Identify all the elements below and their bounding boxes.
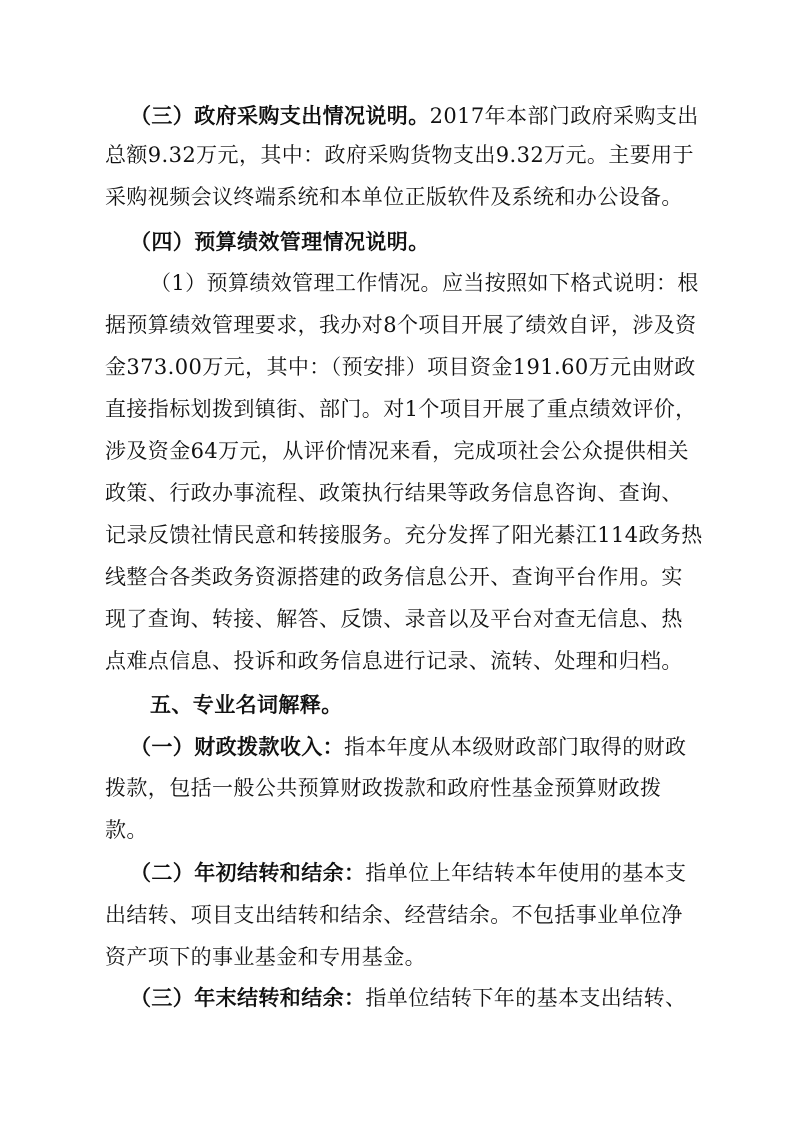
body-text: 总额9.32万元，其中：政府采购货物支出9.32万元。主要用于 [105, 143, 694, 167]
paragraph-line [105, 436, 689, 466]
paragraph-line [105, 942, 426, 972]
paragraph-line [105, 604, 683, 634]
body-text: 指单位上年结转本年使用的基本支 [365, 861, 687, 885]
paragraph-line [105, 310, 697, 340]
body-text: 金373.00万元，其中：（预安排）项目资金191.60万元由财政 [105, 355, 696, 379]
term-heading: （一）财政拨款收入： [130, 735, 344, 759]
paragraph-line [105, 900, 683, 930]
section-heading: 五、专业名词解释。 [150, 693, 343, 717]
body-text: 现了查询、转接、解答、反馈、录音以及平台对查无信息、热 [105, 607, 683, 631]
body-text: 线整合各类政务资源搭建的政务信息公开、查询平台作用。实 [105, 565, 683, 589]
paragraph-line [150, 690, 343, 720]
paragraph-line [130, 858, 686, 888]
paragraph-line [105, 646, 683, 676]
paragraph-line [130, 732, 686, 762]
body-text: 据预算绩效管理要求，我办对8个项目开展了绩效自评，涉及资 [105, 313, 697, 337]
body-text: 指本年度从本级财政部门取得的财政 [344, 735, 687, 759]
body-text: （1）预算绩效管理工作情况。应当按照如下格式说明：根 [150, 271, 699, 295]
body-text: 涉及资金64万元，从评价情况来看，完成项社会公众提供相关 [105, 439, 689, 463]
body-text: 点难点信息、投诉和政务信息进行记录、流转、处理和归档。 [105, 649, 683, 673]
paragraph-line [105, 773, 661, 803]
body-text: 记录反馈社情民意和转接服务。充分发挥了阳光綦江114政务热 [105, 523, 703, 547]
term-heading: （二）年初结转和结余： [130, 861, 366, 885]
body-text: 直接指标划拨到镇街、部门。对1个项目开展了重点绩效评价， [105, 397, 697, 421]
paragraph-line [130, 227, 430, 257]
body-text: 拨款，包括一般公共预算财政拨款和政府性基金预算财政拨 [105, 776, 662, 800]
paragraph-line [105, 562, 683, 592]
body-text: 采购视频会议终端系统和本单位正版软件及系统和办公设备。 [105, 185, 683, 209]
paragraph-line [130, 983, 686, 1013]
paragraph-line [105, 815, 148, 845]
section-heading: （四）预算绩效管理情况说明。 [130, 230, 430, 254]
paragraph-line [105, 352, 696, 382]
body-text: 款。 [105, 818, 148, 842]
paragraph-line [105, 182, 683, 212]
body-text: 资产项下的事业基金和专用基金。 [105, 945, 426, 969]
paragraph-line [150, 268, 699, 298]
paragraph-line [105, 394, 697, 424]
paragraph-line [105, 520, 703, 550]
term-heading: （三）年末结转和结余： [130, 986, 366, 1010]
body-text: 2017年本部门政府采购支出 [429, 104, 699, 128]
paragraph-line [105, 140, 694, 170]
body-text: 指单位结转下年的基本支出结转、 [365, 986, 687, 1010]
paragraph-line [105, 478, 683, 508]
body-text: 政策、行政办事流程、政策执行结果等政务信息咨询、查询、 [105, 481, 683, 505]
paragraph-line [130, 101, 699, 131]
section-heading: （三）政府采购支出情况说明。 [130, 104, 430, 128]
body-text: 出结转、项目支出结转和结余、经营结余。不包括事业单位净 [105, 903, 683, 927]
